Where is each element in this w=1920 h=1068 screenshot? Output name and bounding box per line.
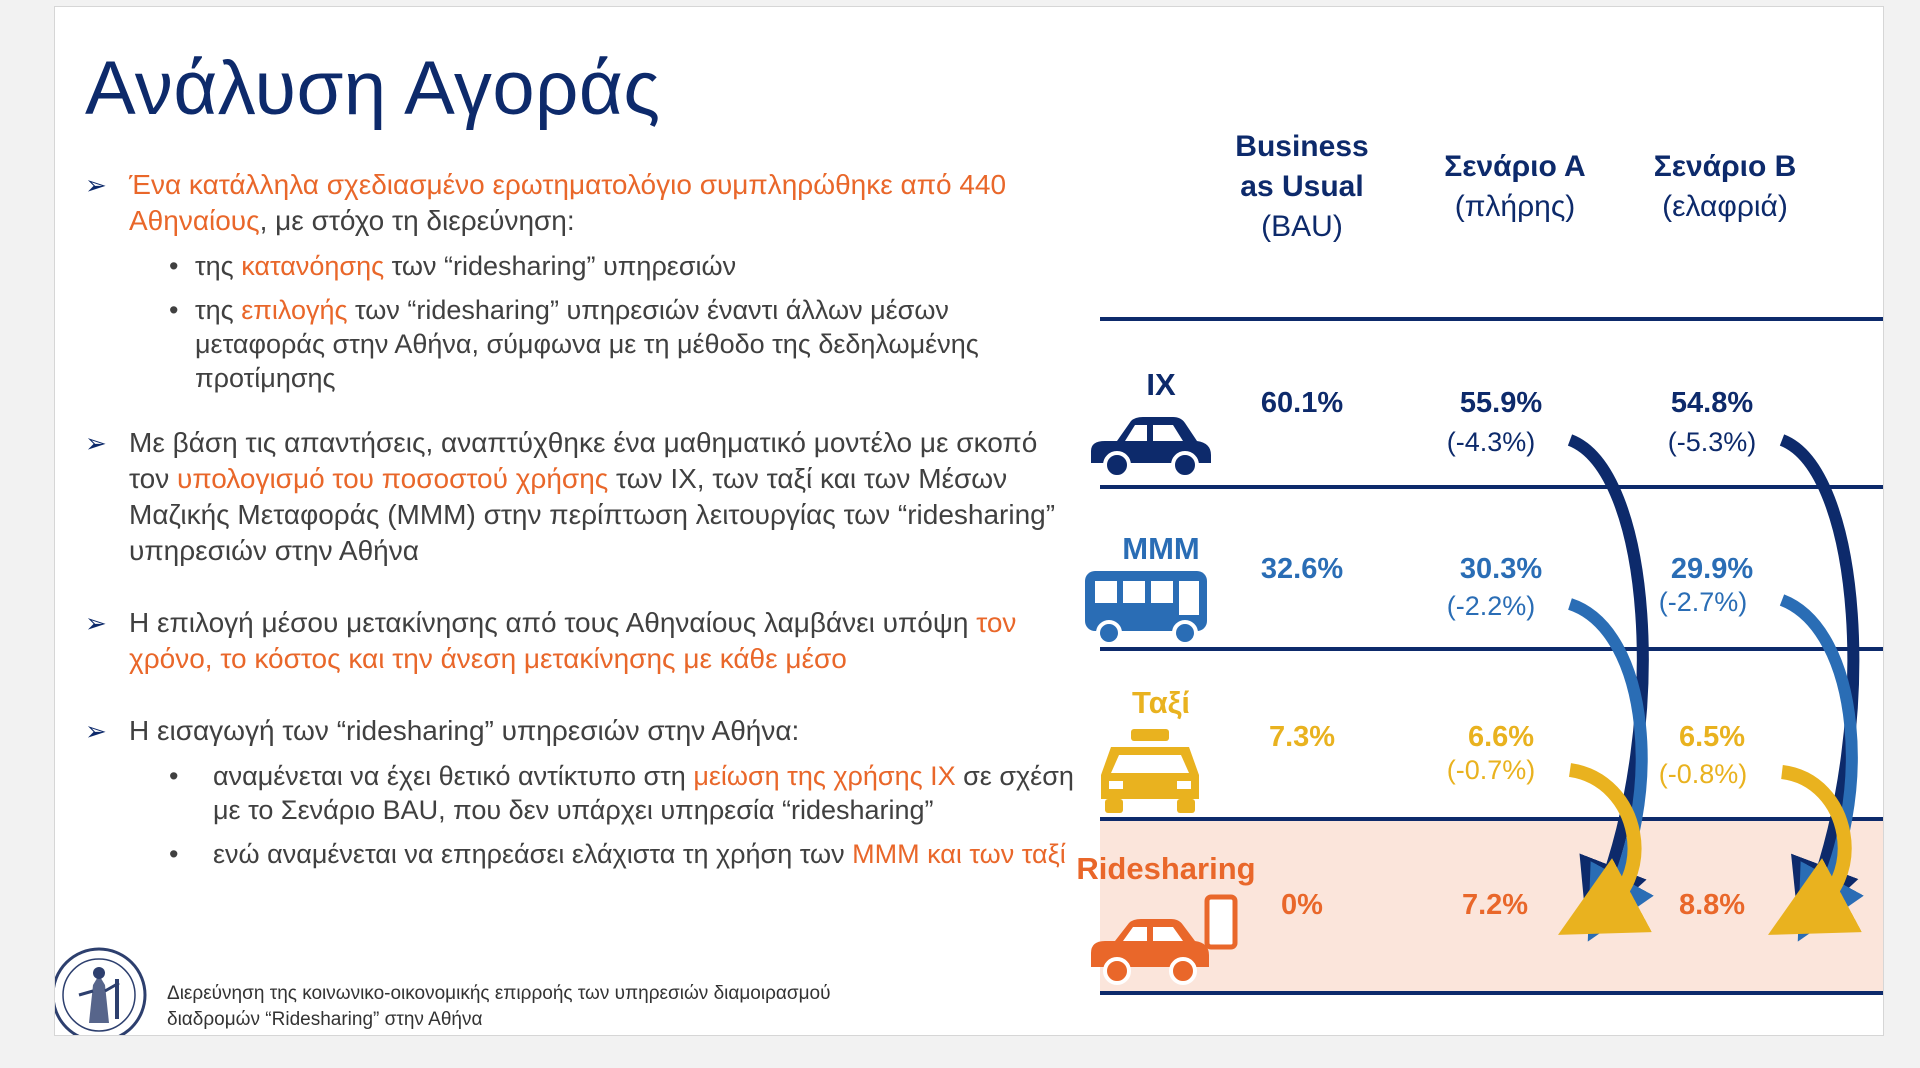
bullet-mode-text: Η επιλογή μέσου μετακίνησης από τους Αθηναίους λαμβάνει υπόψη [129,607,977,638]
bullet-model-highlight: υπολογισμό του ποσοστού χρήσης [177,463,609,494]
sub-text: ενώ αναμένεται να επηρεάσει ελάχιστα τη χρήση των [213,839,853,869]
value-mmm-a: 30.3% [1459,553,1543,585]
slide [54,6,1884,1036]
sub-highlight: κατανόησης [241,251,385,281]
footer-text [167,981,831,1033]
arrow-bullet-icon: ➢ [85,716,107,746]
bullet-survey [85,167,1075,395]
header-line: as Usual [1240,170,1364,203]
row-label-ix: ΙΧ [1146,367,1176,402]
table-divider [1100,485,1884,489]
table-divider [1100,817,1884,821]
value-ix-bau: 60.1% [1260,387,1344,419]
value-ridesharing-bau: 0% [1281,889,1323,921]
bullet-introduction [85,713,1075,871]
change-taxi-b: (-0.8%) [1658,759,1748,789]
sub-highlight: επιλογής [241,295,348,325]
value-taxi-bau: 7.3% [1268,721,1336,753]
sub-highlight: ΜΜΜ και των ταξί [852,839,1066,869]
bullet-model-text: Με βάση τις απαντήσεις, αναπτύχθηκε ένα μαθηματικό μοντέλο με σκοπό τον [129,427,1038,494]
row-label-mmm: ΜΜΜ [1122,531,1200,566]
change-ix-b: (-5.3%) [1667,427,1757,457]
column-header-bau [1222,127,1382,247]
column-header-scenario-a [1415,147,1615,227]
table-divider [1100,647,1884,651]
sub-text: σε σχέση με το Σενάριο BAU, που δεν υπάρχει υπηρεσία “ridesharing” [213,761,1074,825]
sub-bullet-reduction [169,759,1075,827]
bullet-survey-highlight: Ένα κατάλληλα σχεδιασμένο ερωτηματολόγιο συμπληρώθηκε από 440 Αθηναίους [129,169,1007,236]
value-ridesharing-a: 7.2% [1461,889,1529,921]
car-icon [1085,411,1215,481]
sub-text: των “ridesharing” υπηρεσιών έναντι άλλων μέσων μεταφοράς στην Αθήνα, σύμφωνα με τη μέθοδο της δεδηλωμένης προτίμησης [195,295,979,393]
dot-bullet-icon: • [169,761,179,791]
dot-bullet-icon: • [169,295,179,325]
sub-bullet-choice [169,293,1075,395]
value-ridesharing-b: 8.8% [1678,889,1746,921]
change-mmm-b: (-2.7%) [1658,587,1748,617]
row-label-ridesharing: Ridesharing [1076,851,1256,886]
bus-icon [1081,567,1211,647]
value-mmm-b: 29.9% [1670,553,1754,585]
table-divider [1100,317,1884,321]
sub-text: αναμένεται να έχει θετικό αντίκτυπο στη [213,761,694,791]
table-divider [1100,991,1884,995]
header-line: Σενάριο Β [1653,150,1797,183]
bullet-mode-choice [85,605,1075,677]
change-ix-a: (-4.3%) [1446,427,1536,457]
arrow-bullet-icon: ➢ [85,608,107,638]
footer-line: διαδρομών “Ridesharing” στην Αθήνα [167,1009,483,1030]
sub-bullet-understanding [169,249,1075,283]
sub-text: της [195,295,242,325]
header-line: (ελαφριά) [1662,190,1788,223]
header-line: (πλήρης) [1454,190,1576,223]
change-mmm-a: (-2.2%) [1446,591,1536,621]
taxi-icon [1095,727,1205,817]
footer [55,945,955,1035]
value-mmm-bau: 32.6% [1260,553,1344,585]
bullet-mode-highlight: τον χρόνο, το κόστος και την άνεση μετακίνησης με κάθε μέσο [129,607,1017,674]
bullet-model [85,425,1075,569]
header-line: Business [1235,130,1369,163]
header-line: Σενάριο Α [1444,150,1586,183]
bullet-survey-text: , με στόχο τη διερεύνηση: [259,205,575,236]
dot-bullet-icon: • [169,839,179,869]
sub-bullet-minimal-effect [169,837,1075,871]
row-label-taxi: Ταξί [1131,685,1191,720]
value-taxi-a: 6.6% [1467,721,1535,753]
sub-text: των “ridesharing” υπηρεσιών [384,251,737,281]
bullet-intro-text: Η εισαγωγή των “ridesharing” υπηρεσιών στην Αθήνα: [129,715,800,746]
bullet-model-text: των ΙΧ, των ταξί και των Μέσων Μαζικής Μεταφοράς (ΜΜΜ) στην περίπτωση λειτουργίας των “ridesharing” υπηρεσιών στην Αθήνα [129,463,1056,566]
university-seal-icon [54,945,149,1036]
dot-bullet-icon: • [169,251,179,281]
page-title: Ανάλυση Αγοράς [85,46,661,131]
sub-text: της [195,251,242,281]
change-taxi-a: (-0.7%) [1446,755,1536,785]
footer-line: Διερεύνηση της κοινωνικο-οικονομικής επιρροής των υπηρεσιών διαμοιρασμού [167,983,831,1004]
bullet-list [85,167,1075,907]
sub-highlight: μείωση της χρήσης ΙΧ [693,761,956,791]
value-ix-b: 54.8% [1670,387,1754,419]
value-taxi-b: 6.5% [1678,721,1746,753]
arrow-bullet-icon: ➢ [85,170,107,200]
value-ix-a: 55.9% [1459,387,1543,419]
header-line: (BAU) [1261,210,1343,243]
arrow-bullet-icon: ➢ [85,428,107,458]
column-header-scenario-b [1625,147,1825,227]
